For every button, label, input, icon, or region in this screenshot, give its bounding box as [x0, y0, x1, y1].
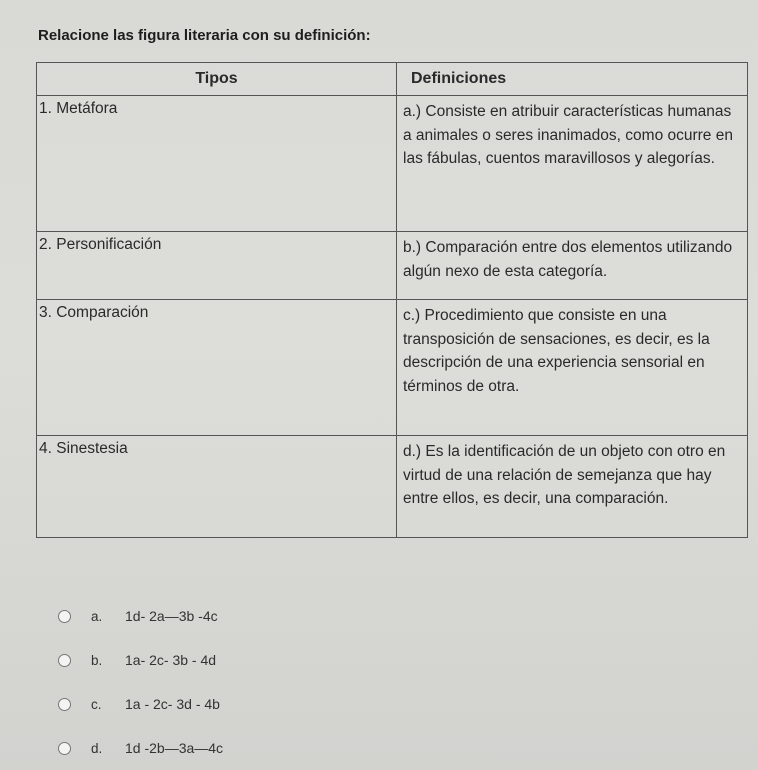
option-b[interactable] — [58, 649, 318, 671]
option-c[interactable] — [58, 693, 318, 715]
header-tipos: Tipos — [195, 70, 238, 87]
tipo-cell: 2. Personificación — [39, 236, 162, 253]
tipo-cell: 4. Sinestesia — [39, 440, 128, 457]
definicion-cell: c.) Procedimiento que consiste en una transposición de sensaciones, es decir, es la descripción de una experiencia sensorial en términos de otra. — [403, 307, 710, 395]
definicion-cell: a.) Consiste en atribuir características humanas a animales o seres inanimados, como ocurre en las fábulas, cuentos maravillosos y alegorías. — [403, 103, 733, 167]
table-row — [37, 95, 747, 232]
tipo-cell: 1. Metáfora — [39, 100, 118, 117]
option-letter: d. — [91, 740, 103, 756]
radio-icon[interactable] — [58, 742, 71, 755]
option-d[interactable] — [58, 737, 318, 759]
matching-table — [36, 62, 748, 538]
header-definiciones: Definiciones — [411, 70, 507, 87]
question-prompt: Relacione las figura literaria con su definición: — [38, 27, 371, 44]
option-text: 1d -2b—3a—4c — [125, 740, 224, 756]
option-text: 1a - 2c- 3d - 4b — [125, 696, 220, 712]
table-row — [37, 435, 747, 538]
definicion-cell: b.) Comparación entre dos elementos utilizando algún nexo de esta categoría. — [403, 239, 733, 280]
table-row — [37, 299, 747, 436]
table-header-row — [37, 63, 747, 95]
option-text: 1d- 2a—3b -4c — [125, 608, 218, 624]
option-letter: c. — [91, 696, 102, 712]
definicion-cell: d.) Es la identificación de un objeto con otro en virtud de una relación de semejanza que hay entre ellos, es decir, una comparación. — [403, 443, 726, 507]
tipo-cell: 3. Comparación — [39, 304, 149, 321]
option-letter: b. — [91, 652, 103, 668]
option-letter: a. — [91, 608, 103, 624]
table-row — [37, 231, 747, 300]
option-a[interactable] — [58, 605, 318, 627]
radio-icon[interactable] — [58, 654, 71, 667]
radio-icon[interactable] — [58, 698, 71, 711]
radio-icon[interactable] — [58, 610, 71, 623]
option-text: 1a- 2c- 3b - 4d — [125, 652, 217, 668]
